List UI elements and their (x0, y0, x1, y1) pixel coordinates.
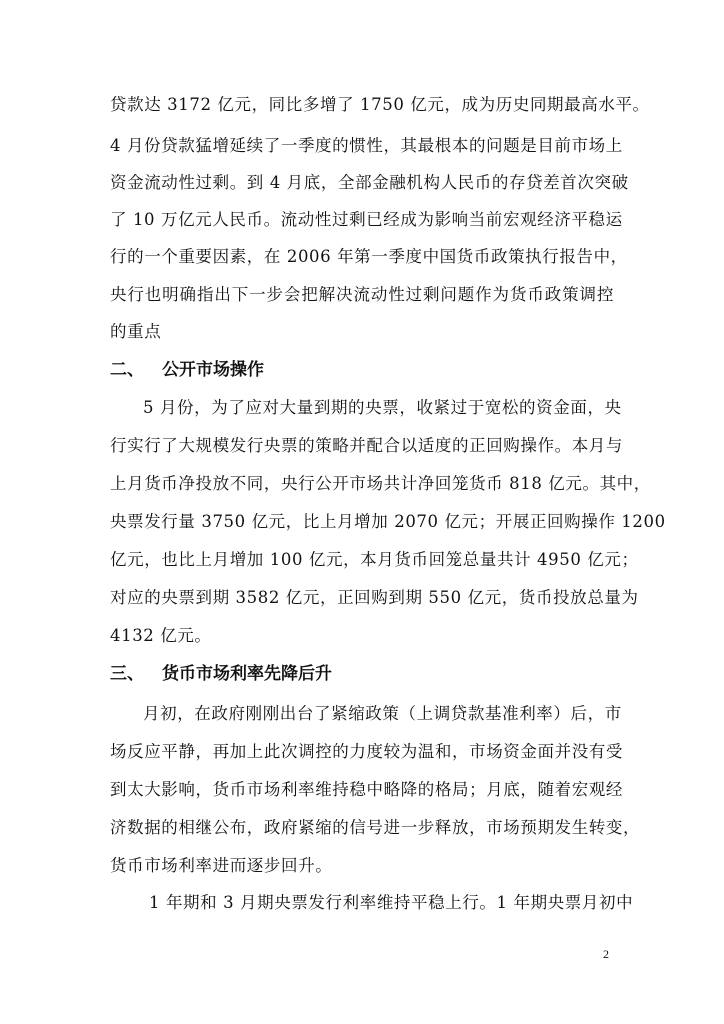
paragraph-line: 了 10 万亿元人民币。流动性过剩已经成为影响当前宏观经济平稳运 (110, 210, 623, 229)
paragraph-line: 5 月份，为了应对大量到期的央票，收紧过于宽松的资金面，央 (143, 398, 622, 417)
section-number: 三、 (110, 664, 144, 684)
section-heading-money-market-rates (110, 663, 332, 685)
paragraph-line: 1 年期和 3 月期央票发行利率维持平稳上行。1 年期央票月初中 (149, 893, 634, 912)
page-number: 2 (603, 947, 609, 961)
section-number: 二、 (110, 360, 144, 380)
paragraph-line: 到太大影响，货币市场利率维持稳中略降的格局；月底，随着宏观经 (110, 780, 623, 799)
section-title: 货币市场利率先降后升 (162, 664, 332, 684)
paragraph-line: 亿元，也比上月增加 100 亿元，本月货币回笼总量共计 4950 亿元； (110, 550, 639, 569)
paragraph-line: 济数据的相继公布，政府紧缩的信号进一步释放，市场预期发生转变， (110, 818, 641, 837)
section-title: 公开市场操作 (162, 360, 264, 380)
paragraph-line: 贷款达 3172 亿元，同比多增了 1750 亿元，成为历史同期最高水平。 (110, 95, 650, 114)
paragraph-line: 场反应平静，再加上此次调控的力度较为温和，市场资金面并没有受 (110, 742, 623, 761)
paragraph-line: 资金流动性过剩。到 4 月底，全部金融机构人民币的存贷差首次突破 (110, 173, 629, 192)
paragraph-line: 央票发行量 3750 亿元，比上月增加 2070 亿元；开展正回购操作 1200 (110, 512, 666, 531)
paragraph-line: 行实行了大规模发行央票的策略并配合以适度的正回购操作。本月与 (110, 436, 623, 455)
paragraph-line: 上月货币净投放不同，央行公开市场共计净回笼货币 818 亿元。其中， (110, 474, 651, 493)
paragraph-line: 央行也明确指出下一步会把解决流动性过剩问题作为货币政策调控 (110, 285, 614, 304)
paragraph-line: 货币市场利率进而逐步回升。 (110, 856, 333, 875)
paragraph-line: 行的一个重要因素，在 2006 年第一季度中国货币政策执行报告中， (110, 247, 628, 266)
paragraph-line: 4132 亿元。 (110, 626, 212, 645)
paragraph-line: 月初，在政府刚刚出台了紧缩政策（上调贷款基准利率）后，市 (143, 704, 622, 723)
section-heading-open-market (110, 359, 264, 381)
paragraph-line: 4 月份贷款猛增延续了一季度的惯性，其最根本的问题是目前市场上 (110, 136, 623, 155)
paragraph-line: 的重点 (110, 322, 162, 341)
paragraph-line: 对应的央票到期 3582 亿元，正回购到期 550 亿元，货币投放总量为 (110, 588, 639, 607)
